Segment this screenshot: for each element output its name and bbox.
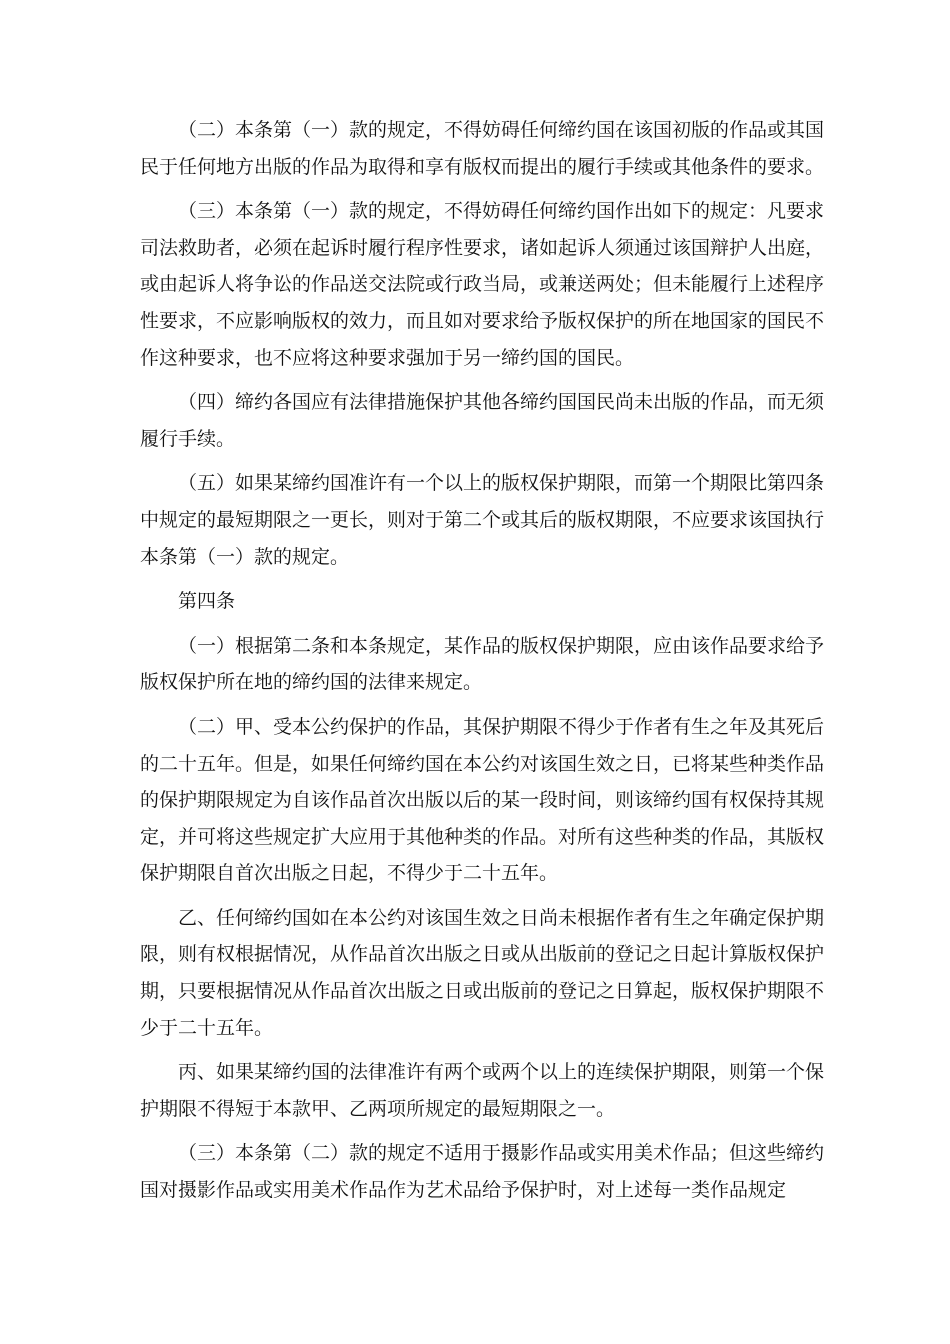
paragraph-article4-item2c: 丙、如果某缔约国的法律准许有两个或两个以上的连续保护期限，则第一个保护期限不得短于本款甲、乙两项所规定的最短期限之一。 bbox=[140, 1061, 825, 1120]
paragraph-article3-item5: （五）如果某缔约国准许有一个以上的版权保护期限，而第一个期限比第四条中规定的最短期限之一更长，则对于第二个或其后的版权期限，不应要求该国执行本条第（一）款的规定。 bbox=[140, 472, 825, 568]
paragraph-article4-item2b: 乙、任何缔约国如在本公约对该国生效之日尚未根据作者有生之年确定保护期限，则有权根据情况，从作品首次出版之日或从出版前的登记之日起计算版权保护期，只要根据情况从作品首次出版之日或出版前的登记之日算起，版权保护期限不少于二十五年。 bbox=[140, 906, 825, 1039]
paragraph-article3-item4: （四）缔约各国应有法律措施保护其他各缔约国国民尚未出版的作品，而无须履行手续。 bbox=[140, 391, 825, 450]
paragraph-article4-item2a: （二）甲、受本公约保护的作品，其保护期限不得少于作者有生之年及其死后的二十五年。但是，如果任何缔约国在本公约对该国生效之日，已将某些种类作品的保护期限规定为自该作品首次出版以后的某一段时间，则该缔约国有权保持其规定，并可将这些规定扩大应用于其他种类的作品。对所有这些种类的作品，其版权保护期限自首次出版之日起，不得少于二十五年。 bbox=[140, 715, 825, 885]
paragraph-article3-item3: （三）本条第（一）款的规定，不得妨碍任何缔约国作出如下的规定：凡要求司法救助者，必须在起诉时履行程序性要求，诸如起诉人须通过该国辩护人出庭，或由起诉人将争讼的作品送交法院或行政当局，或兼送两处；但未能履行上述程序性要求，不应影响版权的效力，而且如对要求给予版权保护的所在地国家的国民不作这种要求，也不应将这种要求强加于另一缔约国的国民。 bbox=[140, 200, 825, 369]
document-body bbox=[140, 112, 824, 1217]
paragraph-article4-item1: （一）根据第二条和本条规定，某作品的版权保护期限，应由该作品要求给予版权保护所在地的缔约国的法律来规定。 bbox=[140, 634, 825, 694]
article-heading: 第四条 bbox=[178, 590, 236, 613]
paragraph-article3-item2: （二）本条第（一）款的规定，不得妨碍任何缔约国在该国初版的作品或其国民于任何地方出版的作品为取得和享有版权而提出的履行手续或其他条件的要求。 bbox=[140, 119, 825, 178]
paragraph-article4-item3: （三）本条第（二）款的规定不适用于摄影作品或实用美术作品；但这些缔约国对摄影作品或实用美术作品作为艺术品给予保护时，对上述每一类作品规定 bbox=[140, 1142, 825, 1202]
